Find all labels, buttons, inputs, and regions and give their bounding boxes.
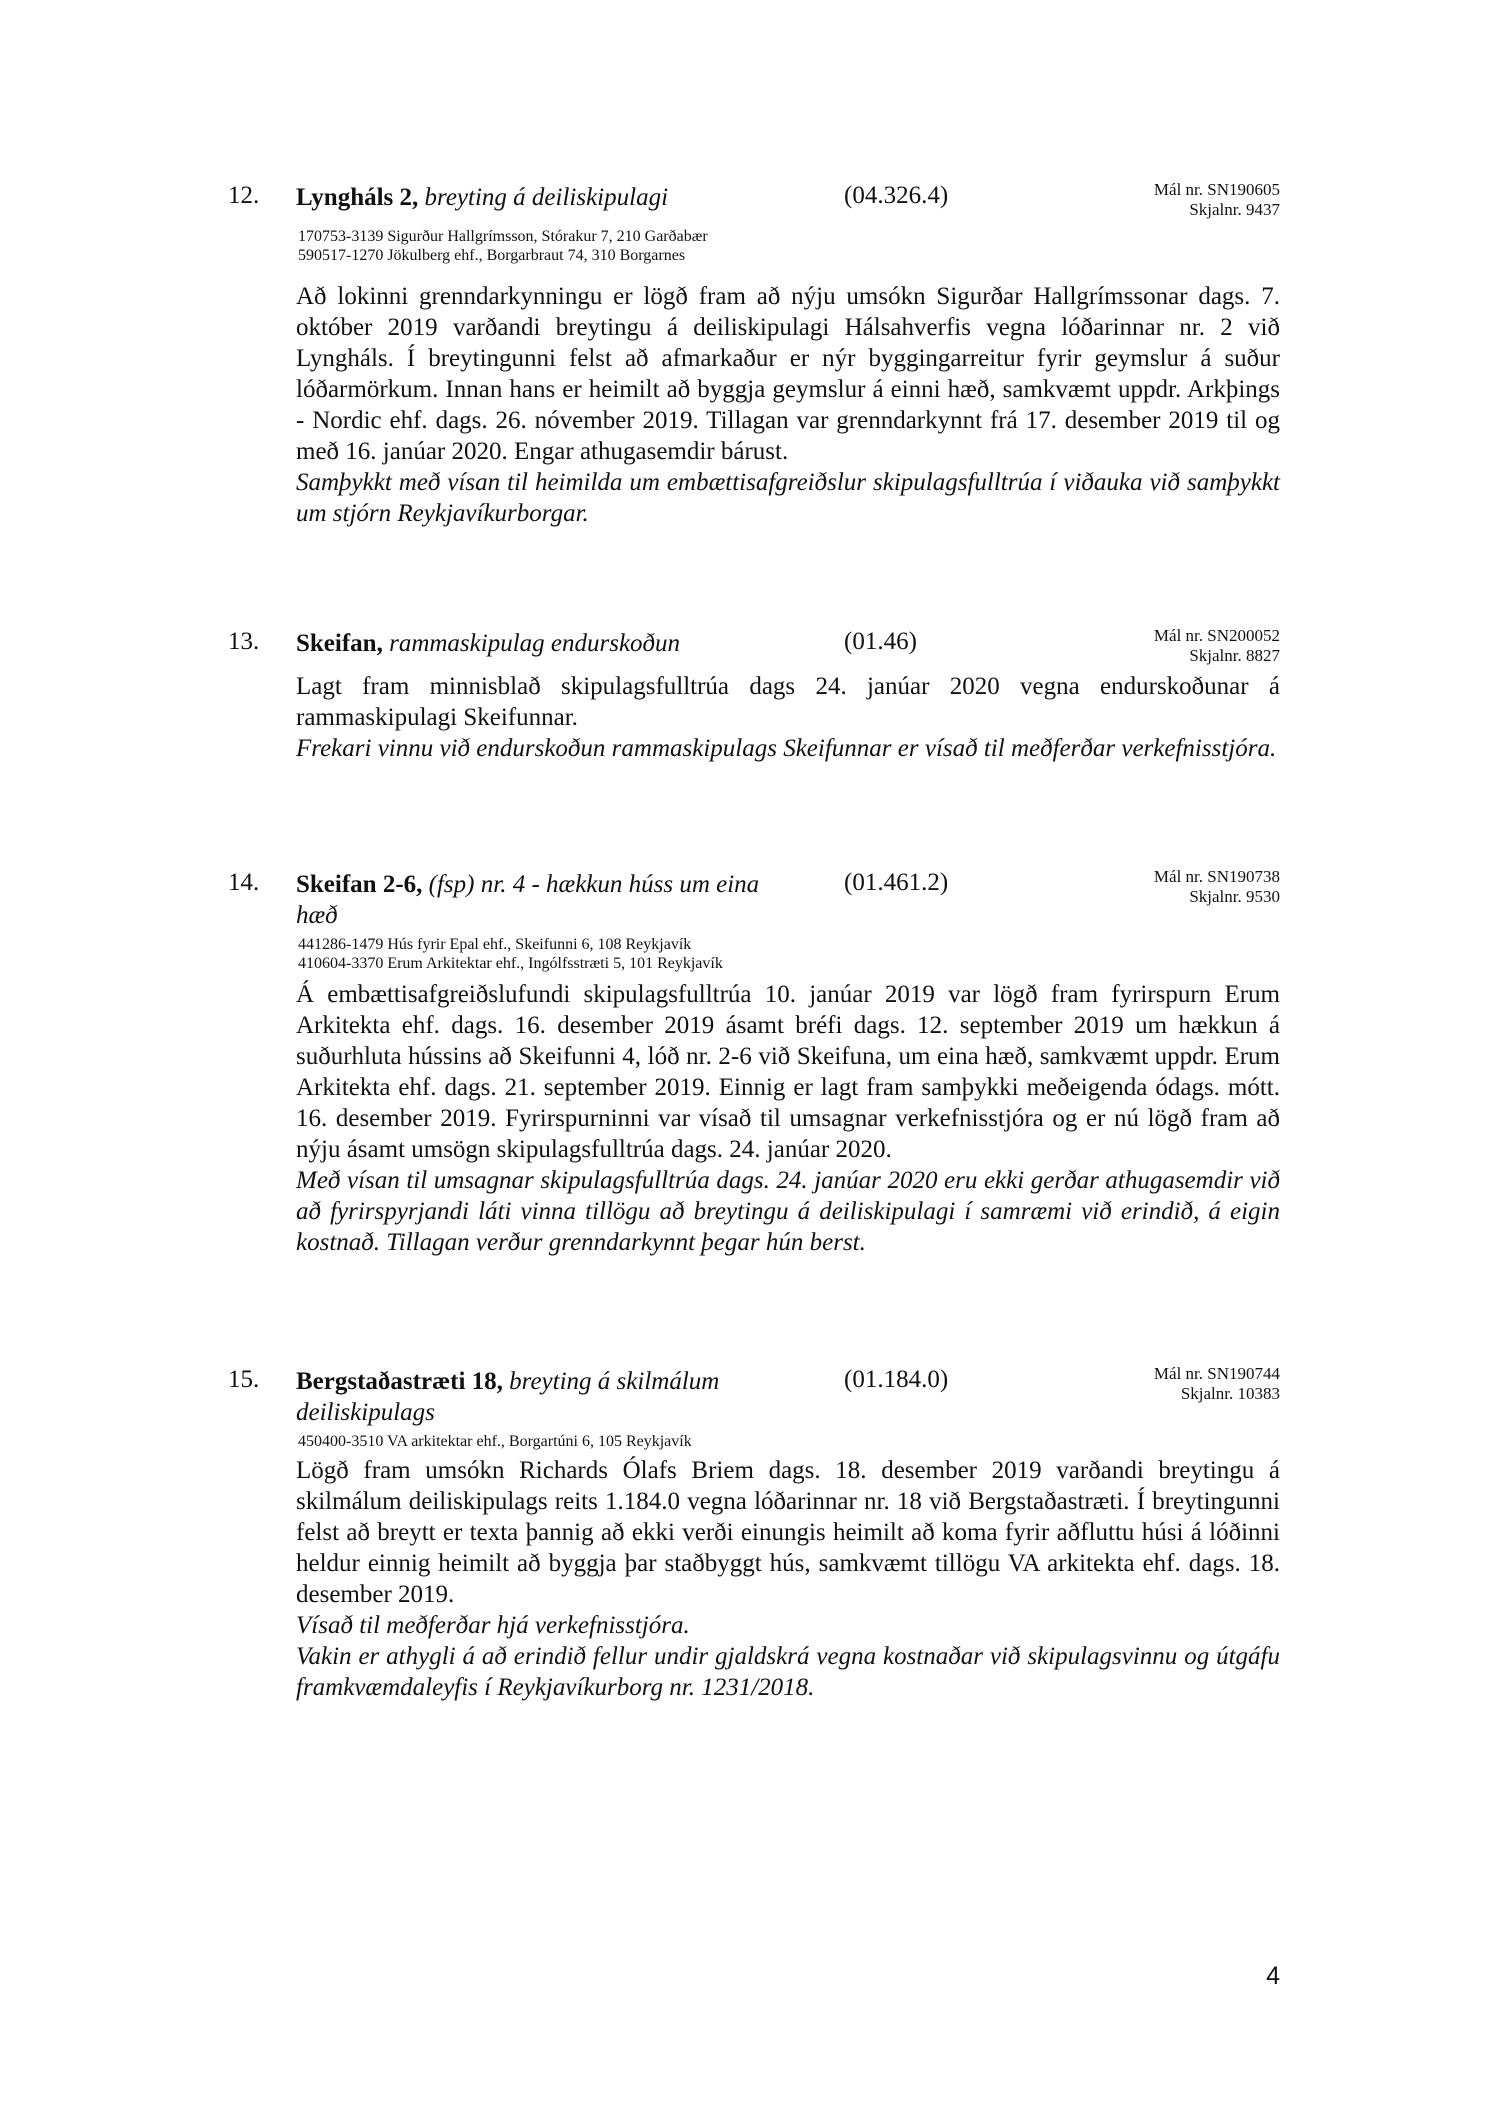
item-body [296, 1455, 1280, 1703]
document-number: Skjalnr. 10383 [1180, 1384, 1280, 1403]
item-subtitle: (fsp) nr. 4 - hækkun húss um eina hæð [296, 871, 760, 929]
item-subtitle: rammaskipulag endurskoðun [389, 630, 681, 657]
item-paragraph: Lögð fram umsókn Richards Ólafs Briem dags. 18. desember 2019 varðandi breytingu á skilmálum deiliskipulags reits 1.184.0 vegna lóðarinnar nr. 18 við Bergstaðastræti. Í breytingunni felst að breytt er texta þannig að ekki verði einungis heimilt að koma fyrir aðfluttu húsi á lóðinni heldur einnig heimilt að byggja þar staðbyggt hús, samkvæmt tillögu VA arkitekta ehf. dags. 18. desember 2019. [296, 1457, 1280, 1608]
item-title: Lyngháls 2, [296, 184, 419, 211]
item-conclusion: Frekari vinnu við endurskoðun rammaskipulags Skeifunnar er vísað til meðferðar verkefnisstjóra. [296, 735, 1277, 762]
party-line: 450400-3510 VA arkitektar ehf., Borgartúni 6, 105 Reykjavík [298, 1433, 692, 1450]
item-heading [296, 628, 806, 659]
item-heading [296, 1366, 806, 1428]
case-number: Mál nr. SN190744 [1153, 1364, 1280, 1383]
item-heading [296, 869, 806, 931]
item-paragraph: Að lokinni grenndarkynningu er lögð fram að nýju umsókn Sigurðar Hallgrímssonar dags. 7. október 2019 varðandi breytingu á deiliskipulagi Hálsahverfis vegna lóðarinnar nr. 2 við Lyngháls. Í breytingunni felst að afmarkaður er nýr byggingarreitur fyrir geymslur á suður lóðarmörkum. Innan hans er heimilt að byggja geymslur á einni hæð, samkvæmt uppdr. Arkþings - Nordic ehf. dags. 26. nóvember 2019. Tillagan var grenndarkynnt frá 17. desember 2019 til og með 16. janúar 2020. Engar athugasemdir bárust. [296, 283, 1280, 465]
parties [298, 935, 723, 973]
document-number: Skjalnr. 9437 [1189, 200, 1280, 219]
item-number: 13. [228, 628, 260, 655]
item-reference: (01.461.2) [844, 869, 949, 896]
item-body [296, 281, 1280, 529]
page-number: 4 [1266, 1962, 1280, 1990]
case-meta [1154, 180, 1280, 220]
item-body [296, 979, 1280, 1258]
item-number: 14. [228, 869, 260, 896]
case-meta [1154, 867, 1280, 907]
case-meta [1154, 1364, 1280, 1404]
document-number: Skjalnr. 9530 [1189, 887, 1280, 906]
item-heading [296, 182, 806, 213]
party-line: 170753-3139 Sigurður Hallgrímsson, Stórakur 7, 210 Garðabær [298, 228, 708, 245]
item-title: Bergstaðastræti 18, [296, 1368, 503, 1395]
item-body [296, 671, 1280, 764]
item-reference: (04.326.4) [844, 182, 949, 209]
item-subtitle: breyting á deiliskipulagi [424, 184, 669, 211]
party-line: 590517-1270 Jökulberg ehf., Borgarbraut 74, 310 Borgarnes [298, 247, 686, 264]
case-meta [1154, 626, 1280, 666]
item-conclusion: Með vísan til umsagnar skipulagsfulltrúa dags. 24. janúar 2020 eru ekki gerðar athugasemdir við að fyrirspyrjandi láti vinna tillögu að breytingu á deiliskipulagi í samræmi við erindið, á eigin kostnað. Tillagan verður grenndarkynnt þegar hún berst. [296, 1167, 1280, 1256]
item-number: 15. [228, 1366, 260, 1393]
party-line: 441286-1479 Hús fyrir Epal ehf., Skeifunni 6, 108 Reykjavík [298, 936, 692, 953]
parties [298, 227, 708, 265]
item-title: Skeifan 2-6, [296, 871, 423, 898]
item-conclusion: Vakin er athygli á að erindið fellur undir gjaldskrá vegna kostnaðar við skipulagsvinnu og útgáfu framkvæmdaleyfis í Reykjavíkurborg nr. 1231/2018. [296, 1643, 1280, 1701]
case-number: Mál nr. SN190738 [1153, 867, 1280, 886]
document-number: Skjalnr. 8827 [1189, 646, 1280, 665]
item-reference: (01.184.0) [844, 1366, 949, 1393]
item-reference: (01.46) [844, 628, 917, 655]
item-title: Skeifan, [296, 630, 383, 657]
item-conclusion: Vísað til meðferðar hjá verkefnisstjóra. [296, 1612, 690, 1639]
item-conclusion: Samþykkt með vísan til heimilda um embættisafgreiðslur skipulagsfulltrúa í viðauka við samþykkt um stjórn Reykjavíkurborgar. [296, 469, 1280, 527]
item-number: 12. [228, 182, 260, 209]
item-subtitle: breyting á skilmálum deiliskipulags [296, 1368, 720, 1426]
party-line: 410604-3370 Erum Arkitektar ehf., Ingólfsstræti 5, 101 Reykjavík [298, 955, 723, 972]
parties [298, 1432, 692, 1451]
case-number: Mál nr. SN190605 [1153, 180, 1280, 199]
item-paragraph: Á embættisafgreiðslufundi skipulagsfulltrúa 10. janúar 2019 var lögð fram fyrirspurn Erum Arkitekta ehf. dags. 16. desember 2019 ásamt bréfi dags. 12. september 2019 um hækkun á suðurhluta hússins að Skeifunni 4, lóð nr. 2-6 við Skeifuna, um eina hæð, samkvæmt uppdr. Erum Arkitekta ehf. dags. 21. september 2019. Einnig er lagt fram samþykki meðeigenda ódags. mótt. 16. desember 2019. Fyrirspurninni var vísað til umsagnar verkefnisstjóra og er nú lögð fram að nýju ásamt umsögn skipulagsfulltrúa dags. 24. janúar 2020. [296, 981, 1280, 1163]
item-paragraph: Lagt fram minnisblað skipulagsfulltrúa dags 24. janúar 2020 vegna endurskoðunar á rammaskipulagi Skeifunnar. [296, 673, 1280, 731]
case-number: Mál nr. SN200052 [1153, 626, 1280, 645]
